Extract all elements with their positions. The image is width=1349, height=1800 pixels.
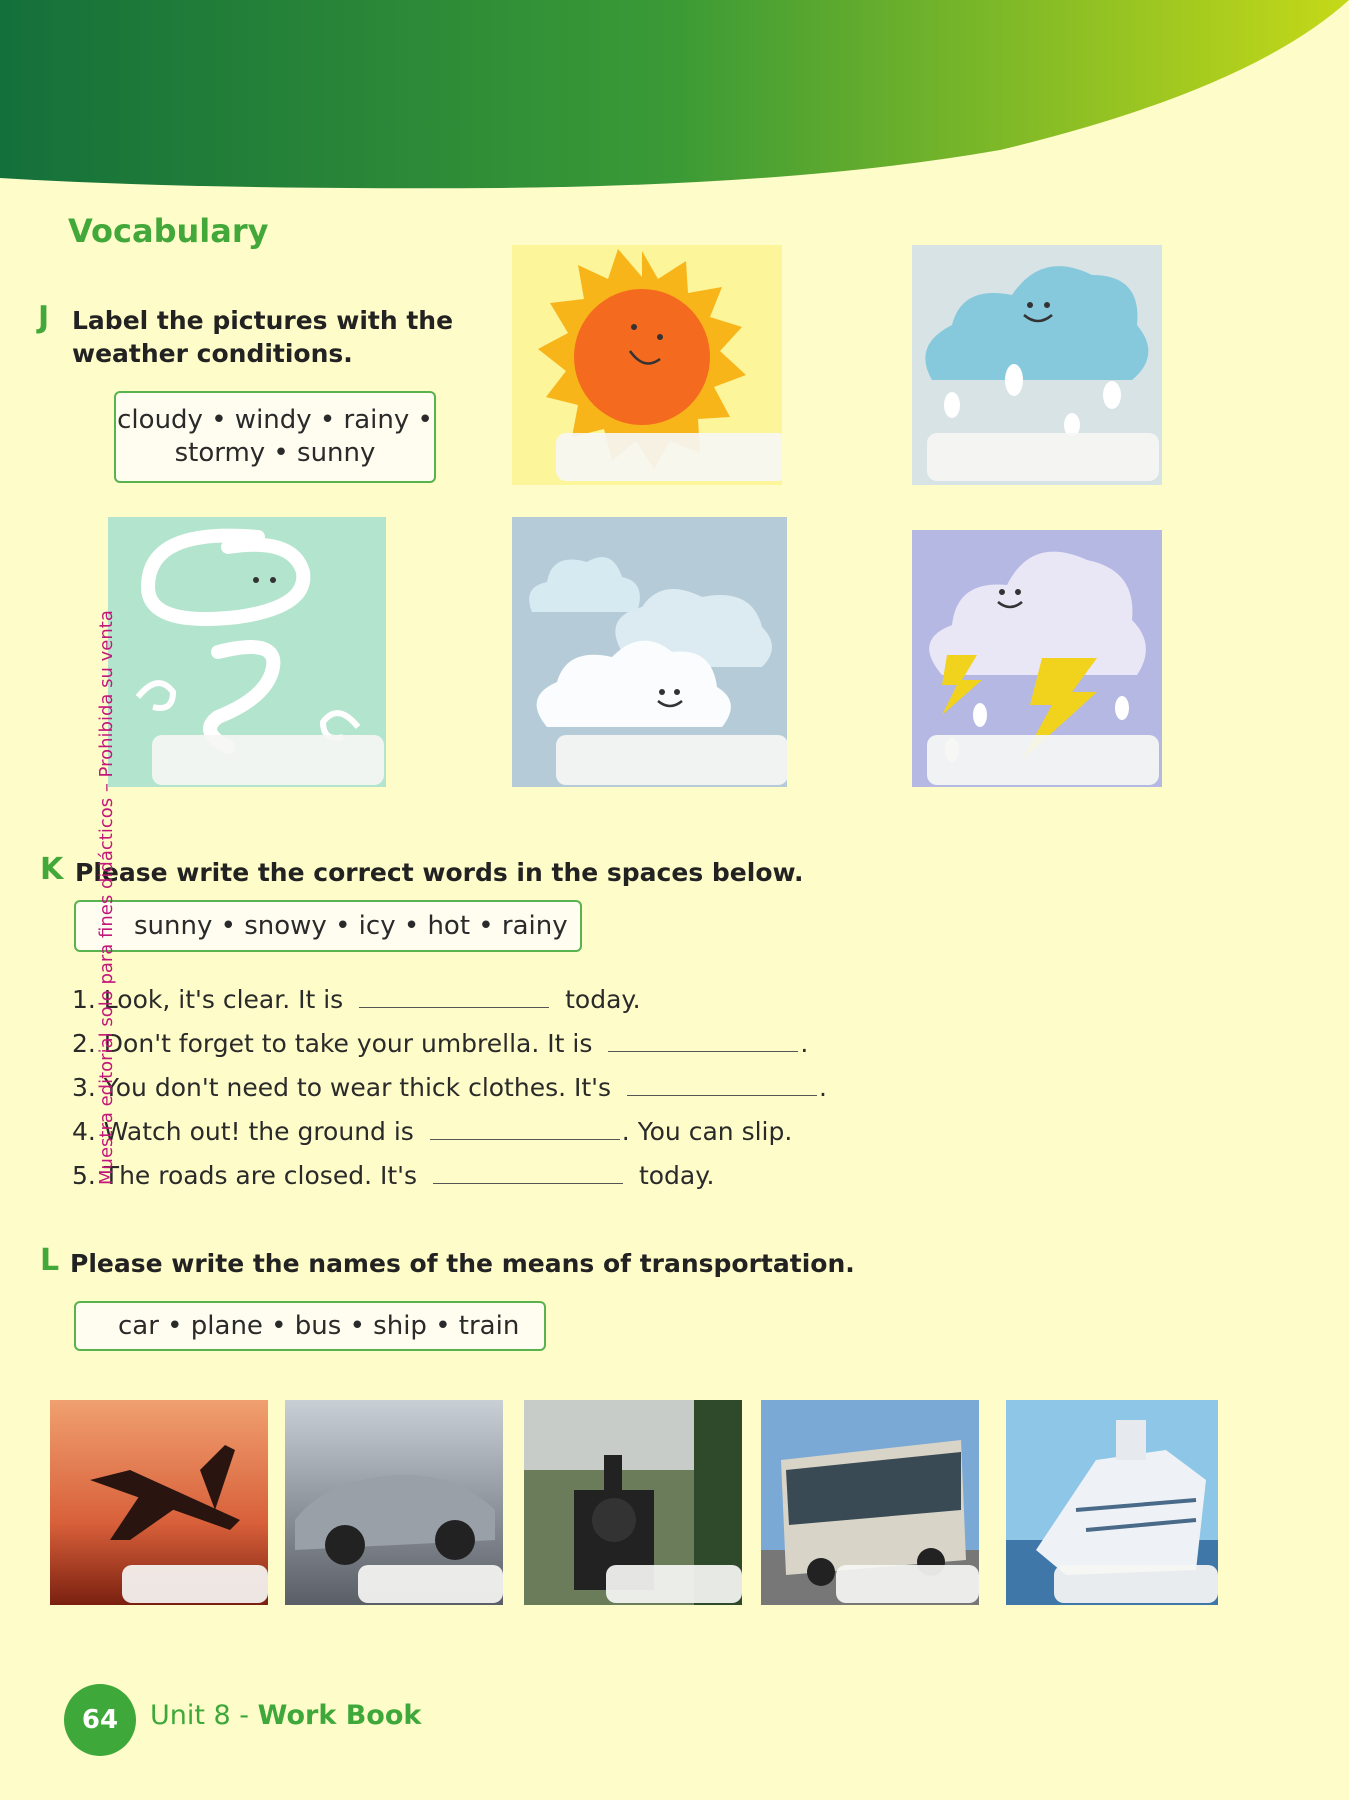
weather-picture-stormy bbox=[912, 530, 1162, 787]
exercise-j-instruction bbox=[72, 304, 453, 370]
exercise-k-letter: K bbox=[40, 852, 64, 887]
photo-car bbox=[285, 1400, 503, 1605]
sentence-5 bbox=[72, 1161, 714, 1190]
l-word-bank: car • plane • bus • ship • train bbox=[74, 1301, 546, 1351]
sentence-text: 5. The roads are closed. It's bbox=[72, 1161, 418, 1190]
instruction-line: Label the pictures with the bbox=[72, 306, 454, 335]
label-slot[interactable] bbox=[358, 1565, 503, 1603]
sentence-text: today. bbox=[638, 1161, 715, 1190]
answer-blank[interactable] bbox=[627, 1073, 817, 1096]
sentence-text: . bbox=[800, 1029, 809, 1058]
exercise-k-instruction: Please write the correct words in the spaces below. bbox=[75, 858, 804, 887]
weather-picture-sunny bbox=[512, 245, 782, 485]
weather-picture-windy bbox=[108, 517, 386, 787]
weather-picture-cloudy bbox=[512, 517, 787, 787]
page-number: 64 bbox=[64, 1684, 136, 1756]
answer-blank[interactable] bbox=[359, 985, 549, 1008]
exercise-j-letter: J bbox=[38, 300, 50, 335]
weather-word-bank bbox=[114, 391, 436, 483]
sentence-text: today. bbox=[565, 985, 641, 1014]
section-title: Vocabulary bbox=[68, 212, 269, 250]
sentence-text: 2. Don't forget to take your umbrella. It is bbox=[72, 1029, 593, 1058]
k-word-bank: sunny • snowy • icy • hot • rainy bbox=[74, 900, 582, 952]
photo-bus bbox=[761, 1400, 979, 1605]
side-watermark: Muestra editorial solo para fines didácticos – Prohibida su venta bbox=[96, 610, 117, 1185]
book-label: Work Book bbox=[257, 1700, 422, 1731]
sentence-text: 1. Look, it's clear. It is bbox=[72, 985, 344, 1014]
label-slot[interactable] bbox=[927, 433, 1159, 481]
photo-plane bbox=[50, 1400, 268, 1605]
exercise-l-letter: L bbox=[40, 1243, 60, 1278]
unit-label: Unit 8 - bbox=[150, 1700, 250, 1731]
label-slot[interactable] bbox=[1054, 1565, 1218, 1603]
header-band bbox=[0, 0, 1349, 200]
label-slot[interactable] bbox=[556, 735, 787, 785]
sentence-text: 4. Watch out! the ground is bbox=[72, 1117, 414, 1146]
answer-blank[interactable] bbox=[608, 1029, 798, 1052]
answer-blank[interactable] bbox=[433, 1161, 623, 1184]
sentence-text: . bbox=[819, 1073, 827, 1102]
answer-blank[interactable] bbox=[430, 1117, 620, 1140]
weather-picture-rainy bbox=[912, 245, 1162, 485]
label-slot[interactable] bbox=[606, 1565, 742, 1603]
instruction-line: weather conditions. bbox=[72, 339, 353, 368]
label-slot[interactable] bbox=[927, 735, 1159, 785]
label-slot[interactable] bbox=[122, 1565, 268, 1603]
label-slot[interactable] bbox=[556, 433, 782, 481]
photo-ship bbox=[1006, 1400, 1218, 1605]
sentence-2 bbox=[72, 1029, 808, 1058]
sentence-text: 3. You don't need to wear thick clothes. It's bbox=[72, 1073, 612, 1102]
label-slot[interactable] bbox=[152, 735, 384, 785]
footer-unit bbox=[150, 1700, 421, 1731]
sentence-4 bbox=[72, 1117, 792, 1146]
photo-train bbox=[524, 1400, 742, 1605]
word-bank-line: cloudy • windy • rainy • bbox=[117, 405, 433, 435]
sentence-3 bbox=[72, 1073, 827, 1102]
word-bank-line: stormy • sunny bbox=[174, 438, 376, 468]
label-slot[interactable] bbox=[836, 1565, 979, 1603]
sentence-1 bbox=[72, 985, 641, 1014]
exercise-l-instruction: Please write the names of the means of transportation. bbox=[70, 1249, 855, 1278]
sentence-text: . You can slip. bbox=[621, 1117, 793, 1146]
